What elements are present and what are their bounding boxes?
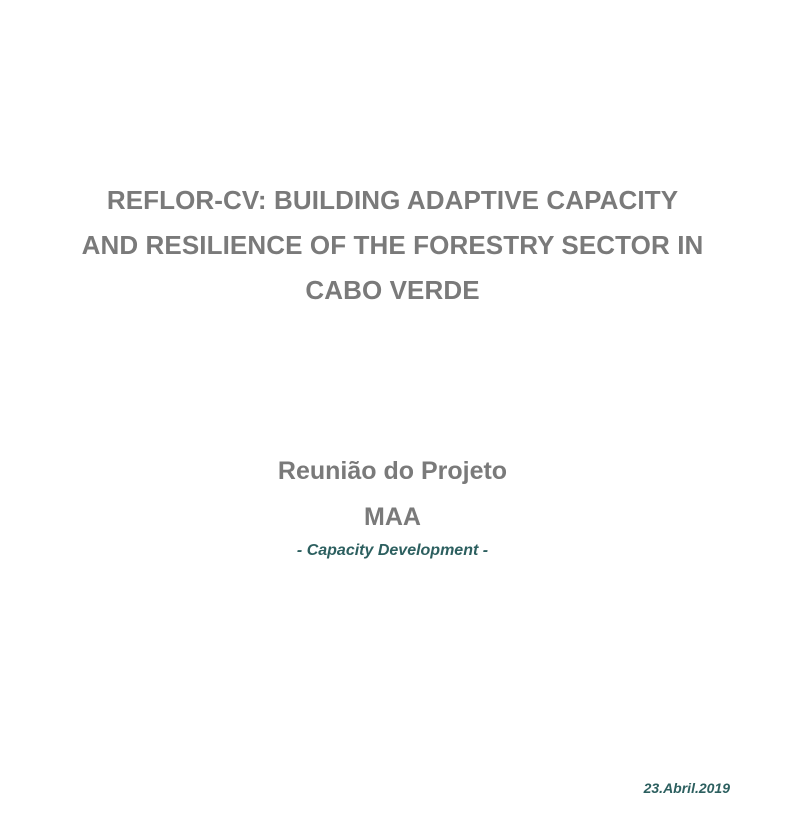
meeting-title: Reunião do Projeto [277,457,508,485]
document-title [60,178,725,313]
document-date: 23.Abril.2019 [643,780,730,796]
title-line-2: AND RESILIENCE OF THE FORESTRY SECTOR IN [81,230,704,260]
title-line-3: CABO VERDE [305,275,480,305]
organization-name: MAA [364,503,421,531]
title-line-1: REFLOR-CV: BUILDING ADAPTIVE CAPACITY [106,185,679,215]
meeting-block [60,448,725,540]
document-subtitle: - Capacity Development - [296,542,489,559]
